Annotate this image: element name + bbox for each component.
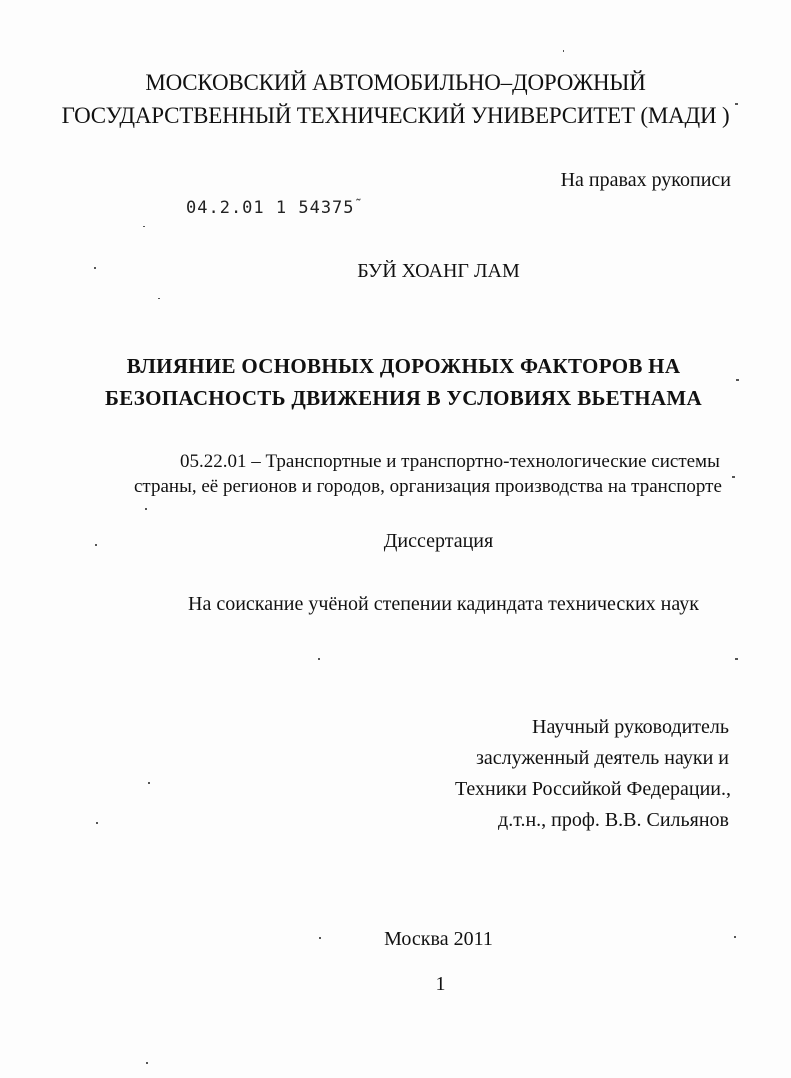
scan-speck [563,50,564,52]
scan-speck [318,658,320,660]
scan-speck [96,822,98,824]
degree-statement: На соискание учёной степении кадиндата технических наук [188,593,699,615]
author-name: БУЙ ХОАНГ ЛАМ [357,260,520,282]
scan-speck [95,544,97,546]
city-year: Москва 2011 [384,928,493,950]
scan-speck [732,476,735,478]
thesis-title-line-2: БЕЗОПАСНОСТЬ ДВИЖЕНИЯ В УСЛОВИЯХ ВЬЕТНАМА [105,386,702,410]
scan-speck [94,267,96,269]
institution-line-2: ГОСУДАРСТВЕННЫЙ ТЕХНИЧЕСКИЙ УНИВЕРСИТЕТ (МАДИ ) [61,103,730,128]
stamp-number: 04.2.01 1 54375 [186,198,355,218]
thesis-title-line-1: ВЛИЯНИЕ ОСНОВНЫХ ДОРОЖНЫХ ФАКТОРОВ НА [126,354,681,378]
scan-speck [148,782,150,784]
manuscript-note: На правах рукописи [560,169,731,191]
supervisor-line-4: д.т.н., проф. В.В. Сильянов [498,809,729,831]
registration-stamp [186,198,363,218]
scan-speck [158,298,160,299]
document-type: Диссертация [383,530,494,552]
scan-speck [734,936,736,938]
institution-line-1: МОСКОВСКИЙ АВТОМОБИЛЬНО–ДОРОЖНЫЙ [145,70,646,95]
supervisor-line-1: Научный руководитель [532,716,729,738]
scan-speck [736,379,739,381]
scan-speck [145,508,147,510]
scan-speck [319,937,321,939]
scan-speck [143,226,145,227]
specialty-line-1: 05.22.01 – Транспортные и транспортно-технологические системы [180,451,720,472]
scan-speck [735,103,738,105]
specialty-line-2: страны, её регионов и городов, организация производства на транспорте [134,476,722,497]
page-number: 1 [435,973,446,995]
scan-speck [735,658,738,660]
stamp-mark-icon: ˜ [354,198,364,213]
supervisor-line-2: заслуженный деятель науки и [475,747,729,769]
supervisor-line-3: Техники Российкой Федерации., [454,778,731,800]
scan-speck [146,1062,148,1064]
